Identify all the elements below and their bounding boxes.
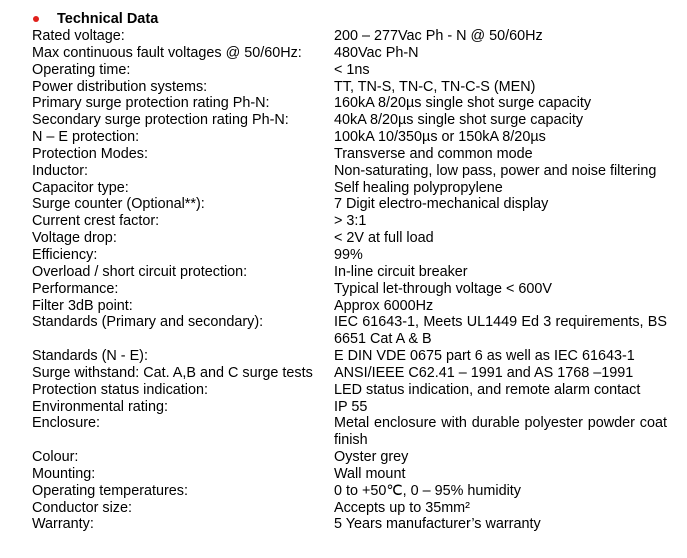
spec-label: Efficiency:	[32, 246, 98, 263]
spec-row	[32, 399, 672, 416]
spec-label: Performance:	[32, 280, 119, 297]
spec-row	[32, 180, 672, 197]
spec-row	[32, 298, 672, 315]
spec-value: Self healing polypropylene	[334, 179, 503, 196]
spec-row	[32, 95, 672, 112]
spec-value: 100kA 10/350µs or 150kA 8/20µs	[334, 129, 546, 146]
spec-label: Overload / short circuit protection:	[32, 263, 248, 280]
section-heading	[32, 10, 158, 28]
spec-value: > 3:1	[334, 213, 367, 230]
spec-row	[32, 314, 672, 348]
spec-value: 0 to +50℃, 0 – 95% humidity	[334, 482, 521, 499]
spec-label: Standards (Primary and secondary):	[32, 314, 264, 331]
spec-row	[32, 365, 672, 382]
spec-value: 40kA 8/20µs single shot surge capacity	[334, 112, 584, 129]
spec-label: N – E protection:	[32, 129, 140, 146]
spec-value: LED status indication, and remote alarm contact	[334, 381, 641, 398]
spec-value: E DIN VDE 0675 part 6 as well as IEC 61643-1	[334, 348, 635, 365]
spec-label: Primary surge protection rating Ph-N:	[32, 95, 270, 112]
spec-row	[32, 483, 672, 500]
spec-value: 160kA 8/20µs single shot surge capacity	[334, 95, 592, 112]
spec-row	[32, 382, 672, 399]
spec-value: 480Vac Ph-N	[334, 44, 419, 61]
spec-label: Capacitor type:	[32, 179, 129, 196]
spec-label: Protection Modes:	[32, 145, 148, 162]
spec-value: 5 Years manufacturer’s warranty	[334, 516, 541, 533]
spec-label: Secondary surge protection rating Ph-N:	[32, 112, 289, 129]
spec-label: Max continuous fault voltages @ 50/60Hz:	[32, 44, 302, 61]
spec-row	[32, 146, 672, 163]
spec-value: Transverse and common mode	[334, 145, 533, 162]
spec-label: Current crest factor:	[32, 213, 160, 230]
spec-row	[32, 62, 672, 79]
spec-value: Typical let-through voltage < 600V	[334, 280, 552, 297]
spec-label: Operating temperatures:	[32, 482, 188, 499]
spec-label: Conductor size:	[32, 499, 132, 516]
spec-label: Mounting:	[32, 465, 96, 482]
spec-label: Voltage drop:	[32, 230, 117, 247]
spec-row	[32, 196, 672, 213]
spec-value: Oyster grey	[334, 449, 409, 466]
spec-value: Approx 6000Hz	[334, 297, 434, 314]
spec-value: IP 55	[334, 398, 368, 415]
spec-row	[32, 213, 672, 230]
spec-label: Warranty:	[32, 516, 94, 533]
spec-label: Colour:	[32, 449, 79, 466]
spec-label: Filter 3dB point:	[32, 297, 133, 314]
spec-label: Protection status indication:	[32, 381, 208, 398]
spec-value: In-line circuit breaker	[334, 263, 468, 280]
spec-row	[32, 28, 672, 45]
spec-value: ANSI/IEEE C62.41 – 1991 and AS 1768 –1991	[334, 364, 634, 381]
spec-value: IEC 61643-1, Meets UL1449 Ed 3 requirements, BS 6651 Cat A & B	[334, 314, 667, 348]
spec-row	[32, 281, 672, 298]
spec-row	[32, 230, 672, 247]
spec-row	[32, 247, 672, 264]
spec-label: Surge withstand: Cat. A,B and C surge tests	[32, 364, 313, 381]
spec-label: Inductor:	[32, 162, 88, 179]
spec-row	[32, 449, 672, 466]
technical-data-table	[32, 28, 672, 533]
spec-value: 99%	[334, 246, 363, 263]
section-title: Technical Data	[57, 11, 159, 27]
spec-row	[32, 348, 672, 365]
bullet-icon	[33, 16, 39, 22]
spec-label: Enclosure:	[32, 415, 100, 432]
spec-row	[32, 516, 672, 533]
spec-row	[32, 112, 672, 129]
spec-value: 7 Digit electro-mechanical display	[334, 196, 549, 213]
spec-row	[32, 45, 672, 62]
spec-value: Accepts up to 35mm²	[334, 499, 470, 516]
spec-value: Wall mount	[334, 465, 406, 482]
spec-label: Power distribution systems:	[32, 78, 208, 95]
spec-value: Non-saturating, low pass, power and noise filtering	[334, 162, 657, 179]
spec-row	[32, 79, 672, 96]
spec-row	[32, 466, 672, 483]
spec-label: Environmental rating:	[32, 398, 168, 415]
spec-row	[32, 415, 672, 449]
spec-row	[32, 500, 672, 517]
spec-label: Standards (N - E):	[32, 348, 148, 365]
spec-row	[32, 264, 672, 281]
spec-value: < 1ns	[334, 61, 370, 78]
spec-label: Surge counter (Optional**):	[32, 196, 205, 213]
spec-value: TT, TN-S, TN-C, TN-C-S (MEN)	[334, 78, 536, 95]
spec-row	[32, 129, 672, 146]
spec-value: 200 – 277Vac Ph - N @ 50/60Hz	[334, 28, 543, 44]
spec-row	[32, 163, 672, 180]
spec-label: Operating time:	[32, 61, 131, 78]
spec-label: Rated voltage:	[32, 28, 125, 44]
spec-value: < 2V at full load	[334, 230, 434, 247]
spec-value: Metal enclosure with durable polyester powder coat finish	[334, 415, 667, 449]
